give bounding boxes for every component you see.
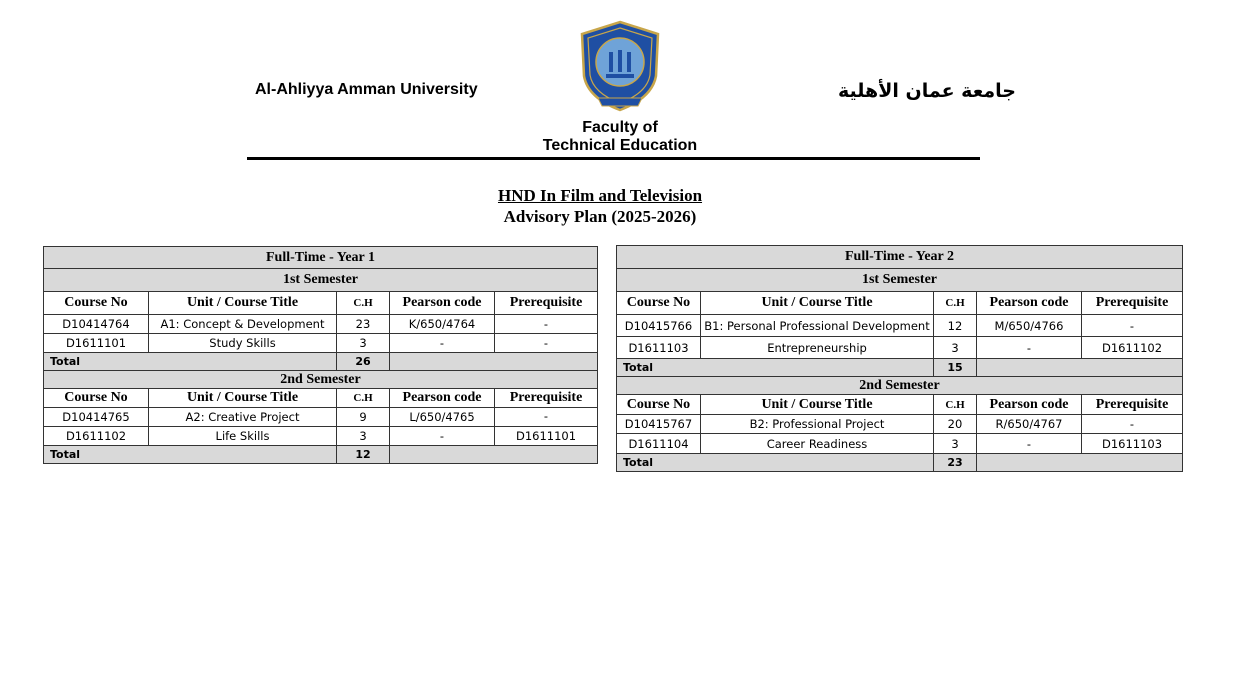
credit-hours: 3 xyxy=(934,434,977,454)
pearson-code: R/650/4767 xyxy=(977,415,1082,434)
col-pearson: Pearson code xyxy=(977,292,1082,315)
pearson-code: M/650/4766 xyxy=(977,315,1082,337)
table-row xyxy=(617,434,1183,454)
faculty-line-2: Technical Education xyxy=(542,137,698,154)
table-row xyxy=(44,315,598,334)
header-divider xyxy=(247,157,980,160)
table-row xyxy=(617,337,1183,359)
course-title: Career Readiness xyxy=(701,434,934,454)
total-row xyxy=(44,446,598,464)
total-label: Total xyxy=(44,446,337,464)
total-filler xyxy=(977,359,1183,377)
year2-title: Full-Time - Year 2 xyxy=(617,246,1183,269)
total-label: Total xyxy=(44,353,337,371)
year2-sem1-title: 1st Semester xyxy=(617,269,1183,292)
year2-table xyxy=(616,245,1183,472)
pearson-code: - xyxy=(390,427,495,446)
total-value: 26 xyxy=(337,353,390,371)
course-title: Study Skills xyxy=(149,334,337,353)
col-course-no: Course No xyxy=(44,292,149,315)
faculty-name xyxy=(520,119,720,155)
prerequisite: - xyxy=(495,334,598,353)
col-ch: C.H xyxy=(934,395,977,415)
course-no: D10414764 xyxy=(44,315,149,334)
col-unit-title: Unit / Course Title xyxy=(701,292,934,315)
credit-hours: 3 xyxy=(337,334,390,353)
year1-sem2-title: 2nd Semester xyxy=(44,371,598,389)
course-no: D1611102 xyxy=(44,427,149,446)
course-title: Entrepreneurship xyxy=(701,337,934,359)
total-filler xyxy=(390,353,598,371)
col-pearson: Pearson code xyxy=(390,389,495,408)
prerequisite: D1611101 xyxy=(495,427,598,446)
university-name-arabic: جامعة عمان الأهلية xyxy=(838,80,1017,102)
prerequisite: - xyxy=(495,408,598,427)
col-ch: C.H xyxy=(337,389,390,408)
total-row xyxy=(617,454,1183,472)
year1-sem1-title: 1st Semester xyxy=(44,269,598,292)
col-pearson: Pearson code xyxy=(390,292,495,315)
pearson-code: K/650/4764 xyxy=(390,315,495,334)
program-title: HND In Film and Television xyxy=(497,186,703,205)
col-course-no: Course No xyxy=(44,389,149,408)
total-filler xyxy=(977,454,1183,472)
course-no: D1611103 xyxy=(617,337,701,359)
course-title: A2: Creative Project xyxy=(149,408,337,427)
university-name-english: Al-Ahliyya Amman University xyxy=(255,81,478,98)
course-title: A1: Concept & Development xyxy=(149,315,337,334)
pearson-code: - xyxy=(390,334,495,353)
pearson-code: - xyxy=(977,434,1082,454)
credit-hours: 3 xyxy=(337,427,390,446)
year1-table xyxy=(43,246,598,464)
pearson-code: - xyxy=(977,337,1082,359)
col-unit-title: Unit / Course Title xyxy=(149,292,337,315)
credit-hours: 23 xyxy=(337,315,390,334)
credit-hours: 20 xyxy=(934,415,977,434)
year1-title: Full-Time - Year 1 xyxy=(44,247,598,269)
course-no: D1611101 xyxy=(44,334,149,353)
course-title: B1: Personal Professional Development xyxy=(701,315,934,337)
faculty-line-1: Faculty of xyxy=(582,119,658,136)
course-title: Life Skills xyxy=(149,427,337,446)
prerequisite: D1611102 xyxy=(1082,337,1183,359)
table-row xyxy=(44,408,598,427)
col-unit-title: Unit / Course Title xyxy=(149,389,337,408)
col-prereq: Prerequisite xyxy=(495,389,598,408)
col-unit-title: Unit / Course Title xyxy=(701,395,934,415)
total-value: 23 xyxy=(934,454,977,472)
credit-hours: 3 xyxy=(934,337,977,359)
table-row xyxy=(617,415,1183,434)
table-row xyxy=(617,315,1183,337)
total-value: 12 xyxy=(337,446,390,464)
pearson-code: L/650/4765 xyxy=(390,408,495,427)
col-prereq: Prerequisite xyxy=(1082,292,1183,315)
prerequisite: - xyxy=(1082,415,1183,434)
course-no: D10415767 xyxy=(617,415,701,434)
col-prereq: Prerequisite xyxy=(1082,395,1183,415)
col-pearson: Pearson code xyxy=(977,395,1082,415)
total-row xyxy=(44,353,598,371)
prerequisite: - xyxy=(495,315,598,334)
year2-sem2-title: 2nd Semester xyxy=(617,377,1183,395)
university-logo xyxy=(578,20,662,118)
course-no: D10414765 xyxy=(44,408,149,427)
total-label: Total xyxy=(617,454,934,472)
plan-subtitle: Advisory Plan (2025-2026) xyxy=(503,207,697,226)
col-course-no: Course No xyxy=(617,292,701,315)
col-ch: C.H xyxy=(337,292,390,315)
course-no: D10415766 xyxy=(617,315,701,337)
total-filler xyxy=(390,446,598,464)
document-title-block xyxy=(420,185,780,227)
col-prereq: Prerequisite xyxy=(495,292,598,315)
table-row xyxy=(44,334,598,353)
total-value: 15 xyxy=(934,359,977,377)
credit-hours: 9 xyxy=(337,408,390,427)
credit-hours: 12 xyxy=(934,315,977,337)
prerequisite: D1611103 xyxy=(1082,434,1183,454)
course-no: D1611104 xyxy=(617,434,701,454)
prerequisite: - xyxy=(1082,315,1183,337)
col-ch: C.H xyxy=(934,292,977,315)
total-label: Total xyxy=(617,359,934,377)
col-course-no: Course No xyxy=(617,395,701,415)
table-row xyxy=(44,427,598,446)
course-title: B2: Professional Project xyxy=(701,415,934,434)
total-row xyxy=(617,359,1183,377)
